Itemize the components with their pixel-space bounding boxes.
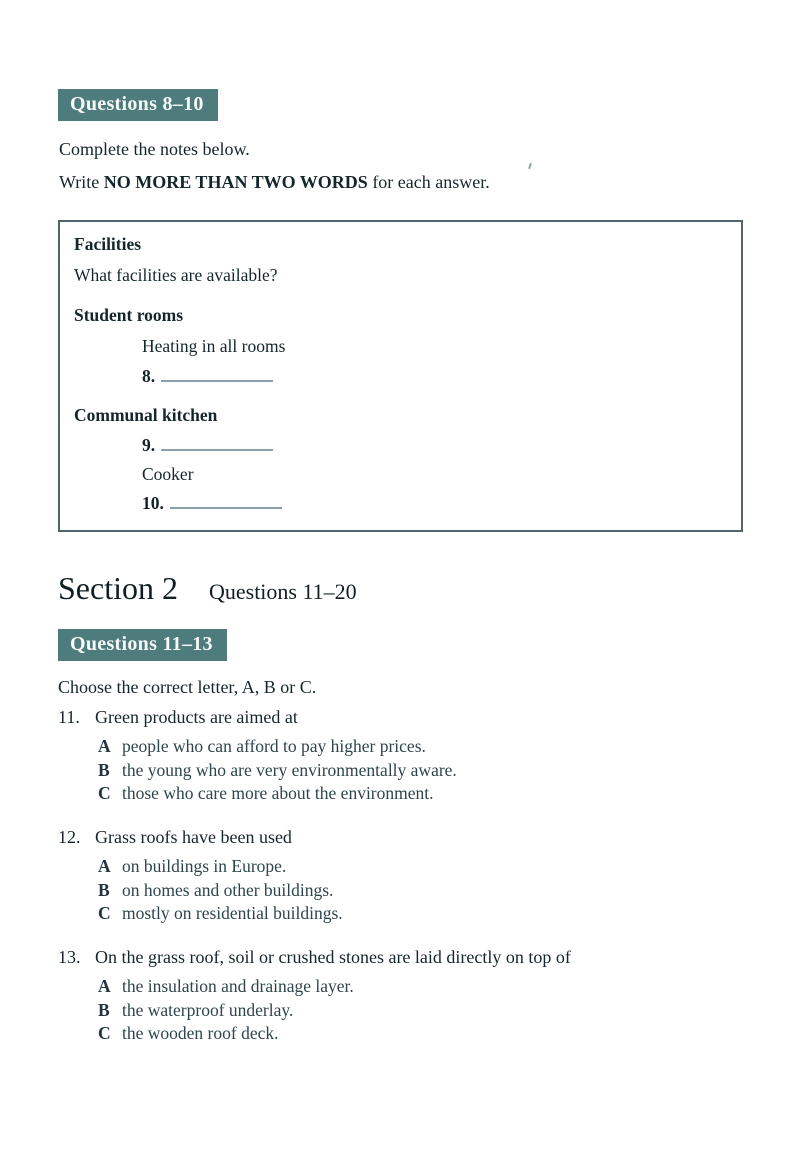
instruction-prefix: Write [59, 172, 104, 192]
question-11-text: Green products are aimed at [95, 707, 298, 727]
option-text: the waterproof underlay. [122, 999, 294, 1020]
option-letter: A [98, 856, 111, 876]
question-12-option-b [98, 879, 758, 903]
option-letter: B [98, 879, 110, 900]
option-text: people who can afford to pay higher prices. [122, 736, 426, 756]
question-12-option-a [98, 855, 758, 879]
option-letter: C [98, 783, 111, 804]
question-11-option-a [98, 735, 758, 759]
instruction-word-limit [59, 171, 490, 193]
option-text: the young who are very environmentally aware. [122, 759, 457, 780]
notes-title: Facilities [74, 234, 142, 254]
blank-10-number: 10. [142, 493, 164, 513]
instruction-suffix: for each answer. [367, 172, 490, 192]
notes-completion-box [58, 220, 743, 532]
option-text: on buildings in Europe. [122, 856, 287, 876]
question-12-options [98, 855, 758, 926]
question-11-option-b [98, 759, 758, 783]
option-text: the insulation and drainage layer. [122, 976, 354, 996]
option-text: on homes and other buildings. [122, 879, 334, 900]
question-11-option-c [98, 782, 758, 806]
option-text: the wooden roof deck. [122, 1023, 279, 1044]
question-13-text: On the grass roof, soil or crushed stones are laid directly on top of [95, 947, 571, 967]
scan-artifact [528, 163, 532, 169]
option-letter: B [98, 759, 110, 780]
option-letter: A [98, 736, 111, 756]
blank-8-number: 8. [142, 366, 156, 386]
option-text: mostly on residential buildings. [122, 903, 343, 924]
question-13-options [98, 975, 758, 1046]
question-11-number: 11. [58, 707, 80, 727]
question-13-number: 13. [58, 947, 81, 967]
question-13-option-b [98, 999, 758, 1023]
instruction-complete-notes: Complete the notes below. [59, 139, 250, 159]
blank-10-line [170, 494, 282, 509]
section-title: Section 2 [58, 570, 178, 606]
option-letter: B [98, 999, 110, 1020]
question-12 [58, 826, 758, 926]
question-11-options [98, 735, 758, 806]
question-11 [58, 706, 758, 806]
notes-question: What facilities are available? [74, 265, 278, 285]
answer-blank-9 [142, 435, 273, 456]
question-13-option-a [98, 975, 758, 999]
option-letter: A [98, 976, 111, 996]
option-text: those who care more about the environment. [122, 783, 434, 804]
questions-11-13-badge: Questions 11–13 [58, 629, 227, 661]
mc-instruction: Choose the correct letter, A, B or C. [58, 677, 317, 697]
question-13-option-c [98, 1022, 758, 1046]
section-heading [58, 570, 357, 606]
notes-heading-student-rooms: Student rooms [74, 305, 184, 325]
instruction-word-limit-bold: NO MORE THAN TWO WORDS [103, 172, 368, 192]
question-12-option-c [98, 902, 758, 926]
blank-9-number: 9. [142, 435, 156, 455]
answer-blank-10 [142, 493, 282, 514]
section-subtitle: Questions 11–20 [208, 579, 357, 604]
question-12-number: 12. [58, 827, 81, 847]
notes-item-cooker: Cooker [142, 464, 194, 484]
notes-item-heating: Heating in all rooms [142, 336, 286, 356]
notes-heading-communal-kitchen: Communal kitchen [74, 405, 218, 425]
option-letter: C [98, 903, 111, 924]
answer-blank-8 [142, 366, 273, 387]
question-12-stem [58, 826, 758, 849]
question-12-text: Grass roofs have been used [95, 827, 292, 847]
blank-9-line [161, 436, 273, 451]
question-13-stem [58, 946, 758, 969]
questions-8-10-badge: Questions 8–10 [58, 89, 218, 121]
question-11-stem [58, 706, 758, 729]
question-13 [58, 946, 758, 1046]
blank-8-line [161, 367, 273, 382]
option-letter: C [98, 1023, 111, 1044]
